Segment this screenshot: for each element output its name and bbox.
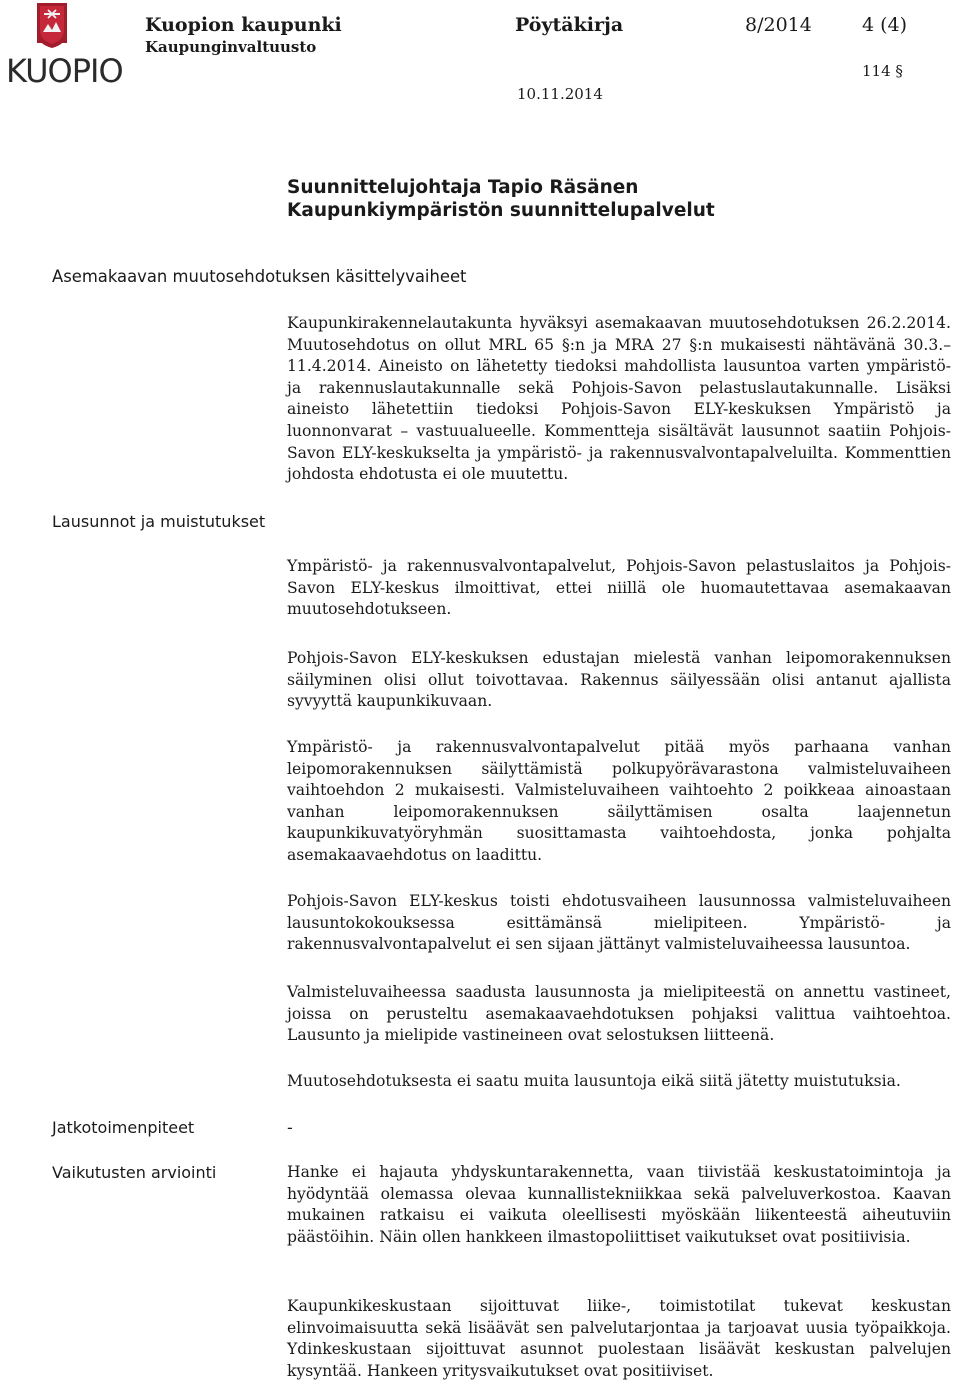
logo-text: KUOPIO [6,52,123,90]
impacts-label: Vaikutusten arviointi [52,1163,217,1182]
followup-label: Jatkotoimenpiteet [52,1118,195,1137]
followup-value: - [287,1118,293,1137]
page-number: 4 (4) [862,14,908,36]
statement-paragraph: Valmisteluvaiheessa saadusta lausunnosta ja mielipiteestä on annettu vastineet, joissa on perusteltu asemakaavaehdotuksen pohjaksi valittua vaihtoehtoa. Lausunto ja mielipide vastineineen ovat selostuksen liitteenä. [287,983,951,1045]
presenter-name: Suunnittelujohtaja Tapio Räsänen [287,177,639,198]
organization-name: Kuopion kaupunki [145,14,342,36]
impacts-paragraph: Hanke ei hajauta yhdyskuntarakennetta, vaan tiivistää keskustatoimintoja ja hyödyntää olemassa olevaa kunnallistekniikkaa sekä palveluverkostoa. Kaavan mukainen ratkaisu ei vaikuta oleellisesti myöskään liikenteestä aiheutuviin päästöihin. Näin ollen hankkeen ilmastopoliittiset vaikutukset ovat positiivisia. [287,1163,951,1246]
document-number: 8/2014 [745,14,812,36]
phases-heading: Asemakaavan muutosehdotuksen käsittelyvaiheet [52,267,467,286]
statement-paragraph: Pohjois-Savon ELY-keskuksen edustajan mielestä vanhan leipomorakennuksen säilyminen olisi ollut toivottavaa. Rakennus säilyessään olisi antanut ajallista syvyyttä kaupunkikuvaan. [287,649,951,711]
impacts-paragraph: Kaupunkikeskustaan sijoittuvat liike-, toimistotilat tukevat keskustan elinvoimaisuutta sekä lisäävät sen palvelutarjontaa ja tarjoavat uusia työpaikkoja. Ydinkeskustaan sijoittuvat asunnot puolestaan lisäävät keskustan palvelujen kysyntää. Hankeen yritysvaikutukset ovat positiiviset. [287,1297,951,1380]
presenter-unit: Kaupunkiympäristön suunnittelupalvelut [287,200,715,221]
meeting-date: 10.11.2014 [517,85,603,103]
statement-paragraph: Ympäristö- ja rakennusvalvontapalvelut, Pohjois-Savon pelastuslaitos ja Pohjois-Savon ELY-keskus ilmoittivat, ettei niillä ole huomautettavaa asemakaavan muutosehdotukseen. [287,557,951,619]
statement-paragraph: Pohjois-Savon ELY-keskus toisti ehdotusvaiheen lausunnossa valmisteluvaiheen lausuntokokouksessa esittämänsä mielipiteen. Ympäristö- ja rakennusvalvontapalvelut ei sen sijaan jättänyt valmisteluvaiheessa lausuntoa. [287,892,951,954]
phases-paragraph: Kaupunkirakennelautakunta hyväksyi asemakaavan muutosehdotuksen 26.2.2014. Muutosehdotus on ollut MRL 65 §:n ja MRA 27 §:n mukaisesti nähtävänä 30.3.–11.4.2014. Aineisto on lähetetty tiedoksi mahdollista lausuntoa varten ympäristö- ja rakennuslautakunnalle sekä Pohjois-Savon pelastuslautakunnalle. Lisäksi aineisto lähetettiin tiedoksi Pohjois-Savon ELY-keskuksen Ympäristö ja luonnonvarat – vastuualueelle. Kommentteja sisältävät lausunnot saatiin Pohjois-Savon ELY-keskukselta ja ympäristö- ja rakennusvalvontapalveluilta. Kommenttien johdosta ehdotusta ei ole muutettu. [287,314,951,484]
statement-paragraph: Muutosehdotuksesta ei saatu muita lausuntoja eikä siitä jätetty muistutuksia. [287,1072,901,1090]
document-type: Pöytäkirja [515,14,624,36]
logo-wordmark [6,52,123,90]
statement-paragraph: Ympäristö- ja rakennusvalvontapalvelut pitää myös parhaana vanhan leipomorakennuksen säilyttämistä polkupyörävarastona valmisteluvaiheen vaihtoehdon 2 mukaisesti. Valmisteluvaiheen vaihtoehto 2 poikkeaa ainoastaan vanhan leipomorakennuksen säilyttämisen osalta laajennetun kaupunkikuvatyöryhmän suosittamasta vaihtoehdosta, jonka pohjalta asemakaavaehdotus on laadittu. [287,738,951,864]
council-name: Kaupunginvaltuusto [145,38,317,56]
section-number: 114 § [862,62,903,80]
statements-label: Lausunnot ja muistutukset [52,512,266,531]
